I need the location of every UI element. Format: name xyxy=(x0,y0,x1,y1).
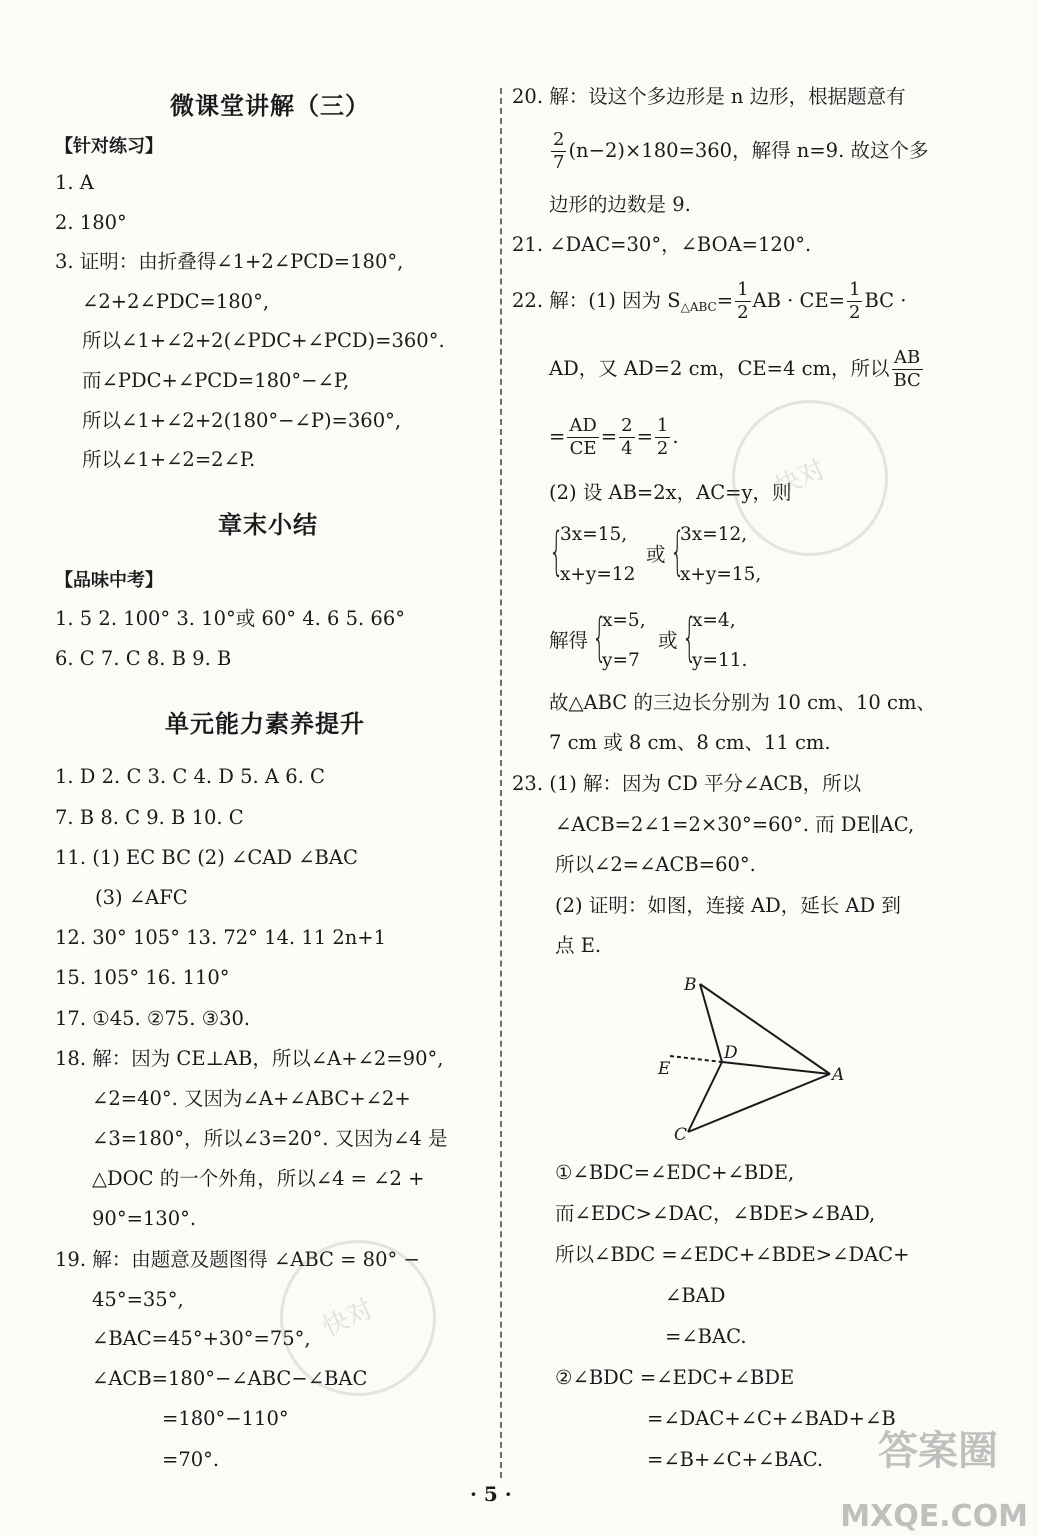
geometry-figure xyxy=(652,970,862,1150)
answer-line: =∠B+∠C+∠BAC. xyxy=(647,1448,824,1471)
answer-line: 20. 解：设这个多边形是 n 边形，根据题意有 xyxy=(512,85,906,108)
answer-line: ∠BAC=45°+30°=75°, xyxy=(92,1327,311,1350)
answer-line: 所以∠1+∠2+2(∠PDC+∠PCD)=360°. xyxy=(82,329,445,352)
answer-line: 17. ①45. ②75. ③30. xyxy=(55,1007,251,1030)
section-title-summary: 章末小结 xyxy=(218,511,318,539)
label-c: C xyxy=(674,1125,688,1145)
answer-line: 2. 180° xyxy=(55,211,127,234)
answer-line: 23. (1) 解：因为 CD 平分∠ACB，所以 xyxy=(512,772,862,795)
answer-line: AD，又 AD=2 cm，CE=4 cm，所以 $\frac{AB}{BC}$ xyxy=(549,347,921,391)
answer-line: 15. 105° 16. 110° xyxy=(55,966,230,989)
answer-line: 而∠EDC>∠DAC，∠BDE>∠BAD, xyxy=(555,1202,876,1225)
answer-line: 45°=35°, xyxy=(92,1288,184,1311)
label-e: E xyxy=(658,1059,671,1079)
page-number: · 5 · xyxy=(470,1482,512,1506)
answer-line: 12. 30° 105° 13. 72° 14. 11 2n+1 xyxy=(55,926,387,949)
segment-dc xyxy=(688,1062,722,1132)
answer-line: 1. D 2. C 3. C 4. D 5. A 6. C xyxy=(55,765,325,788)
answer-line: 所以∠1+∠2+2(180°−∠P)=360°, xyxy=(82,409,402,432)
or-text: 或 xyxy=(646,543,666,566)
answer-line: 边形的边数是 9. xyxy=(549,193,691,216)
answer-line: ∠2+2∠PDC=180°, xyxy=(82,290,270,313)
solve-text: 解得 xyxy=(549,629,589,652)
answer-line: 所以∠1+∠2=2∠P. xyxy=(82,448,256,471)
brace: { xyxy=(592,608,607,668)
fraction: $\frac{2}{7}$ xyxy=(553,129,565,173)
answer-line: 所以∠BDC =∠EDC+∠BDE>∠DAC+ xyxy=(555,1243,910,1266)
label-b: B xyxy=(684,975,697,995)
answer-line: =∠BAC. xyxy=(665,1325,747,1348)
answer-line: 11. (1) EC BC (2) ∠CAD ∠BAC xyxy=(55,846,358,869)
column-divider xyxy=(500,88,502,1478)
answer-line: (3) ∠AFC xyxy=(95,886,188,909)
subsection-practice: 【针对练习】 xyxy=(55,136,163,157)
answer-line: 所以∠2=∠ACB=60°. xyxy=(555,853,756,876)
watermark-url: MXQE.COM xyxy=(840,1499,1028,1534)
label-d: D xyxy=(724,1043,738,1063)
answer-line: 7 cm 或 8 cm、8 cm、11 cm. xyxy=(549,731,831,754)
watermark-logo: 答案圈 xyxy=(878,1428,998,1474)
answer-line: 21. ∠DAC=30°，∠BOA=120°. xyxy=(512,233,812,256)
segment-ed-dashed xyxy=(670,1056,722,1062)
brace: { xyxy=(670,522,685,582)
answer-line: 点 E. xyxy=(555,934,602,957)
answer-line: $\frac{2}{7}$ (n−2)×180=360，解得 n=9. 故这个多 xyxy=(553,129,929,173)
watermark-stamp: 快对 xyxy=(732,400,888,556)
equation-system: 3x=12, x+y=15, xyxy=(680,524,762,585)
subsection-exam: 【品味中考】 xyxy=(55,570,163,591)
segment-ba xyxy=(700,984,830,1074)
watermark-stamp: 快对 xyxy=(280,1240,436,1396)
equation-system: x=5, y=7 xyxy=(602,610,646,671)
answer-line: 22. 解：(1) 因为 $S_{\triangle ABC}=$ $\frac{1}{2}$ AB · CE= $\frac{1}{2}$ BC · xyxy=(512,279,907,323)
answer-line: ①∠BDC=∠EDC+∠BDE, xyxy=(555,1161,795,1184)
brace: { xyxy=(549,522,564,582)
answer-line: ∠ACB=2∠1=2×30°=60°. 而 DE∥AC, xyxy=(555,813,915,836)
answer-line: (2) 设 AB=2x，AC=y，则 xyxy=(549,481,792,504)
answer-line: 7. B 8. C 9. B 10. C xyxy=(55,806,244,829)
segment-bd xyxy=(700,984,722,1062)
answer-line: ∠BAD xyxy=(665,1284,726,1307)
brace: { xyxy=(682,608,697,668)
label-a: A xyxy=(832,1065,845,1085)
answer-line: 6. C 7. C 8. B 9. B xyxy=(55,647,232,670)
equation-system: x=4, y=11. xyxy=(692,610,748,671)
answer-line: 18. 解：因为 CE⊥AB，所以∠A+∠2=90°, xyxy=(55,1047,444,1070)
answer-line: ∠3=180°，所以∠3=20°. 又因为∠4 是 xyxy=(92,1127,448,1150)
section-title-unit: 单元能力素养提升 xyxy=(165,710,365,738)
answer-line: △DOC 的一个外角，所以∠4 = ∠2 + xyxy=(92,1167,425,1190)
answer-line: 故△ABC 的三边长分别为 10 cm、10 cm、 xyxy=(549,691,936,714)
answer-line: (2) 证明：如图，连接 AD，延长 AD 到 xyxy=(555,894,901,917)
answer-line: =∠DAC+∠C+∠BAD+∠B xyxy=(647,1407,896,1430)
or-text: 或 xyxy=(658,629,678,652)
answer-line: = $\frac{AD}{CE}$ = $\frac{2}{4}$ = $\frac{1}{2}$ . xyxy=(549,415,679,459)
answer-line: 1. A xyxy=(55,171,94,194)
segment-ca xyxy=(688,1074,830,1132)
equation-system: 3x=15, x+y=12 xyxy=(560,524,636,585)
answer-line: 19. 解：由题意及题图得 ∠ABC = 80° − xyxy=(55,1248,420,1271)
answer-line: 90°=130°. xyxy=(92,1207,197,1230)
answer-line: ②∠BDC =∠EDC+∠BDE xyxy=(555,1366,795,1389)
answer-line: =70°. xyxy=(162,1448,220,1471)
answer-line: ∠ACB=180°−∠ABC−∠BAC xyxy=(92,1367,368,1390)
answer-line: 1. 5 2. 100° 3. 10°或 60° 4. 6 5. 66° xyxy=(55,607,405,630)
answer-line: =180°−110° xyxy=(162,1407,289,1430)
section-title-wiketang: 微课堂讲解（三） xyxy=(170,92,370,120)
answer-line: 3. 证明：由折叠得∠1+2∠PCD=180°, xyxy=(55,250,404,273)
answer-line: 而∠PDC+∠PCD=180°−∠P, xyxy=(82,369,350,392)
answer-line: ∠2=40°. 又因为∠A+∠ABC+∠2+ xyxy=(92,1087,411,1110)
